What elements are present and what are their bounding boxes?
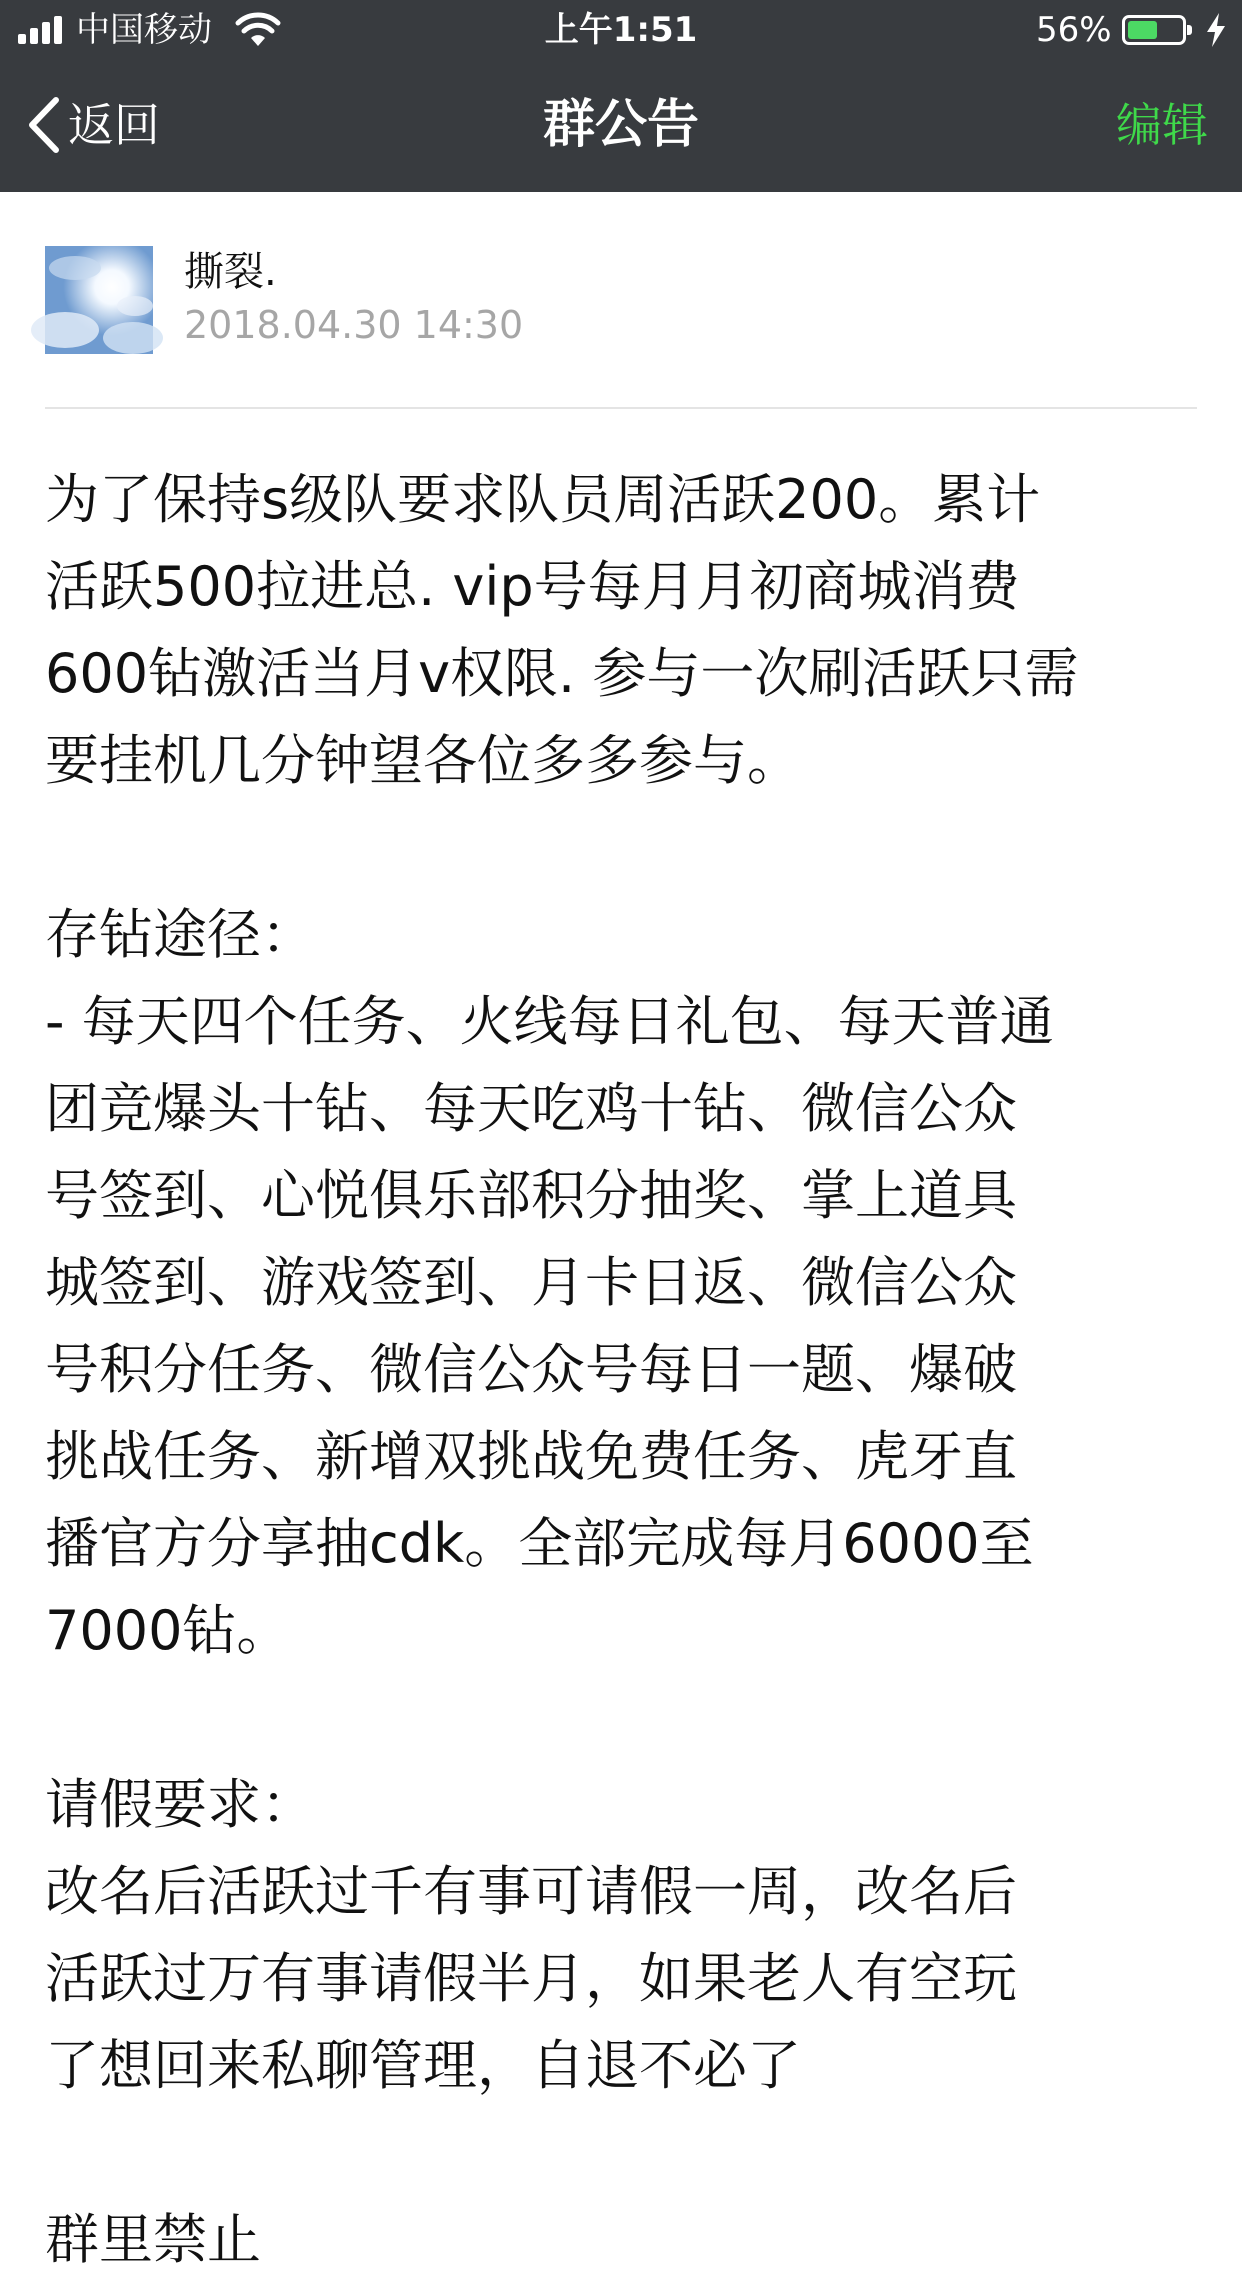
announcement-author [45, 246, 1197, 356]
announcement-line: 活跃过万有事请假半月，如果老人有空玩 [45, 1947, 1017, 2010]
charging-bolt-icon [1204, 12, 1228, 48]
battery-level-fill [1128, 21, 1157, 39]
announcement-line: 改名后活跃过千有事可请假一周，改名后 [45, 1860, 1017, 1923]
top-chrome [0, 0, 1242, 192]
battery-icon [1122, 15, 1186, 45]
announcement-line: 请假要求： [45, 1773, 315, 1836]
status-bar [0, 0, 1242, 62]
announcement-line: 7000钻。 [45, 1599, 291, 1662]
navigation-bar [0, 62, 1242, 192]
blank-line [45, 804, 1205, 891]
announcement-line: - 每天四个任务、火线每日礼包、每天普通 [45, 990, 1054, 1053]
announcement-line: 了想回来私聊管理，自退不必了 [45, 2034, 801, 2097]
divider [45, 407, 1197, 409]
status-time: 上午1:51 [544, 10, 698, 50]
sky-clouds-avatar-image [45, 246, 153, 354]
post-timestamp: 2018.04.30 14:30 [184, 303, 524, 347]
announcement-line: 号签到、心悦俱乐部积分抽奖、掌上道具 [45, 1164, 1017, 1227]
announcement-line: 存钻途径： [45, 903, 315, 966]
announcement-line: 活跃500拉进总. vip号每月月初商城消费 [45, 555, 1020, 618]
avatar[interactable] [45, 246, 153, 354]
back-label: 返回 [68, 98, 160, 152]
announcement-line: 号积分任务、微信公众号每日一题、爆破 [45, 1338, 1017, 1401]
announcement-line: 城签到、游戏签到、月卡日返、微信公众 [45, 1251, 1017, 1314]
blank-line [45, 2109, 1205, 2196]
edit-button[interactable]: 编辑 [1116, 98, 1208, 152]
announcement-line: 挑战任务、新增双挑战免费任务、虎牙直 [45, 1425, 1017, 1488]
battery-percent: 56% [1036, 10, 1112, 50]
carrier-name: 中国移动 [76, 10, 212, 50]
page-title: 群公告 [542, 95, 699, 155]
announcement-line: 群里禁止 [45, 2208, 261, 2271]
announcement-body [45, 456, 1205, 2283]
announcement-line: 团竞爆头十钻、每天吃鸡十钻、微信公众 [45, 1077, 1017, 1140]
announcement-line: 播官方分享抽cdk。全部完成每月6000至 [45, 1512, 1034, 1575]
announcement-line: 600钻激活当月v权限. 参与一次刷活跃只需 [45, 642, 1079, 705]
blank-line [45, 1674, 1205, 1761]
announcement-line: 为了保持s级队要求队员周活跃200。累计 [45, 468, 1041, 531]
announcement-line: 要挂机几分钟望各位多多参与。 [45, 729, 801, 792]
author-name: 撕裂. [184, 249, 277, 295]
